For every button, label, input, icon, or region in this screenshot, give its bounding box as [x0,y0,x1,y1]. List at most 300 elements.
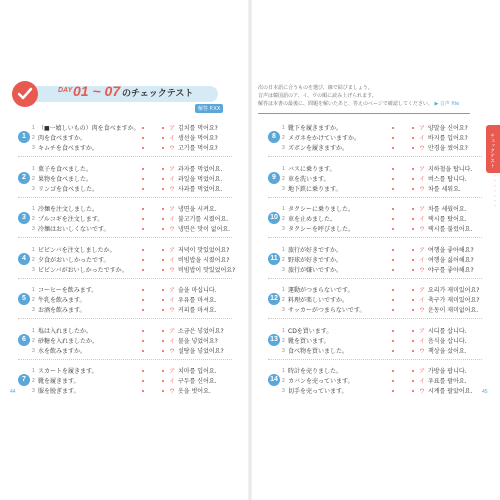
instruction-line: 解答は本書の最後に、問題を解いたあと、答えのページで確認してください。 ▶ 音声 file [258,101,460,107]
answer-row [18,246,232,255]
match-dot-left[interactable] [142,147,144,149]
answer-row [18,225,232,234]
answer-row [268,296,482,305]
japanese-sentence: 肉を食べますか。 [38,135,87,142]
answer-row [18,367,232,376]
question-separator [18,318,232,319]
japanese-sentence: コーヒーを飲みます。 [38,287,98,294]
match-dot-left[interactable] [392,269,394,271]
choice-letter: ウ [169,347,176,355]
match-dot-right[interactable] [412,249,414,251]
row-number: 2 [282,135,285,141]
question-block [268,118,482,158]
question-number: 12 [268,293,280,305]
choice-letter: ウ [419,307,426,314]
match-dot-left[interactable] [142,269,144,271]
choice-letter: ア [419,368,426,375]
side-tab-label: チェックテスト [489,133,495,168]
instruction-line: 次の日本語に合うものを選び、線で結びましょう。 [258,85,373,91]
answer-row [268,327,482,336]
japanese-sentence: 切手を売っています。 [288,388,348,395]
choice-letter: ア [169,165,176,173]
row-number: 2 [32,378,35,384]
answer-row [18,327,232,336]
question-block [18,159,232,199]
choice-letter: ウ [419,145,426,152]
answer-row [18,306,232,315]
question-number: 1 [18,131,30,143]
match-dot-right[interactable] [162,188,164,190]
japanese-sentence: 野球が好きですか。 [288,256,343,264]
row-number: 1 [32,125,35,131]
row-number: 2 [282,175,285,182]
japanese-sentence: タクシーを呼びました。 [288,226,355,233]
match-dot-left[interactable] [142,228,144,230]
korean-sentence: 치마를 입어요. [178,368,217,375]
answer-row [18,296,232,305]
answer-row [18,377,232,386]
answer-row [268,215,482,224]
answer-row [268,205,482,214]
match-dot-left[interactable] [142,137,144,139]
match-dot-left[interactable] [392,218,394,220]
row-number: 2 [32,135,35,141]
row-number: 1 [282,246,285,253]
side-tab [486,125,500,173]
row-number: 1 [32,246,35,253]
answer-row [18,256,232,265]
korean-sentence: 여행을 싫어해요? [428,256,474,264]
korean-sentence: 우유를 마셔요. [178,297,217,304]
answer-row [268,306,482,315]
match-dot-right[interactable] [162,228,164,230]
korean-sentence: 택시를 불렀어요. [428,226,473,233]
row-number: 1 [282,287,285,293]
korean-sentence: 저녁이 맛있었어요? [178,246,230,254]
match-dot-right[interactable] [162,330,164,332]
book-gutter [248,0,252,500]
question-number: 3 [18,212,30,224]
row-number: 3 [282,347,285,354]
answer-row [268,266,482,275]
match-dot-left[interactable] [392,249,394,251]
choice-letter: ア [169,125,176,132]
japanese-sentence: 車を止めました。 [288,216,337,223]
match-dot-right[interactable] [162,350,164,352]
korean-sentence: 운동이 재미없어요. [428,307,479,314]
row-number: 2 [32,337,35,344]
row-number: 1 [282,206,285,212]
match-dot-right[interactable] [162,249,164,251]
match-dot-left[interactable] [392,259,394,261]
answer-tag: 解答 P.XX [195,104,223,113]
match-dot-right[interactable] [412,127,414,129]
choice-letter: ア [419,246,426,254]
question-number: 2 [18,172,30,184]
match-dot-right[interactable] [412,259,414,261]
match-dot-right[interactable] [412,168,414,170]
answer-row [18,144,232,153]
japanese-sentence: タクシーに乗りました。 [288,206,355,213]
row-number: 2 [282,378,285,384]
japanese-sentence: 夕食がおいしかったです。 [38,256,110,264]
korean-sentence: 지하철을 탑니다. [428,165,473,173]
korean-sentence: 시디를 삽니다. [428,327,467,335]
answer-row [268,387,482,396]
row-number: 3 [32,388,35,394]
korean-sentence: 사과를 먹었어요. [178,185,223,193]
question-separator [18,156,232,157]
match-dot-right[interactable] [162,390,164,392]
korean-sentence: 김치를 먹어요? [178,125,218,132]
japanese-sentence: お酒を飲みます。 [38,307,86,314]
korean-sentence: 책상을 샀어요. [428,347,467,355]
choice-letter: イ [169,378,176,385]
row-number: 1 [32,368,35,374]
korean-sentence: 안경을 썼어요? [428,145,468,152]
korean-sentence: 버스를 탑니다. [428,175,467,183]
question-separator [268,197,482,198]
match-dot-right[interactable] [162,259,164,261]
row-number: 2 [282,297,285,303]
match-dot-left[interactable] [142,299,144,301]
match-dot-left[interactable] [142,178,144,180]
question-separator [268,278,482,279]
match-dot-right[interactable] [412,208,414,210]
korean-sentence: 고기를 먹어요? [178,145,218,152]
match-dot-left[interactable] [142,289,144,291]
day-range: 01 ~ 07 [73,83,121,99]
row-number: 1 [282,327,285,334]
audio-link[interactable]: ▶ 音声 file [434,101,460,107]
match-dot-left[interactable] [142,218,144,220]
match-dot-left[interactable] [142,380,144,382]
match-dot-left[interactable] [142,330,144,332]
korean-sentence: 과일을 먹었어요. [178,175,223,183]
match-dot-left[interactable] [142,168,144,170]
row-number: 3 [282,226,285,232]
korean-sentence: 차를 세워요. [428,185,461,193]
korean-sentence: 구두를 신어요. [178,378,217,385]
match-dot-right[interactable] [412,178,414,180]
choice-letter: ア [419,287,426,294]
match-dot-right[interactable] [412,188,414,190]
answer-row [268,134,482,143]
japanese-sentence: サッカーがつまらないです。 [288,307,366,314]
match-dot-right[interactable] [412,228,414,230]
choice-letter: ア [419,165,426,173]
instructions-divider [258,113,470,114]
match-dot-left[interactable] [142,370,144,372]
question-number: 8 [268,131,280,143]
match-dot-left[interactable] [392,137,394,139]
match-dot-left[interactable] [392,147,394,149]
match-dot-left[interactable] [392,208,394,210]
row-number: 1 [32,165,35,172]
row-number: 3 [32,185,35,192]
check-badge-icon [10,79,40,109]
choice-letter: イ [169,175,176,183]
match-dot-left[interactable] [392,178,394,180]
korean-sentence: 축구가 재미있어요? [428,297,480,304]
row-number: 3 [32,226,35,232]
choice-letter: イ [419,378,426,385]
match-dot-left[interactable] [392,168,394,170]
match-dot-right[interactable] [412,299,414,301]
match-dot-left[interactable] [392,289,394,291]
choice-letter: ア [169,368,176,375]
match-dot-left[interactable] [392,350,394,352]
match-dot-left[interactable] [142,350,144,352]
answer-row [268,246,482,255]
day-label: DAY [58,87,73,94]
korean-sentence: 비빔밥이 맛있었어요? [178,266,236,274]
japanese-sentence: 旅行が好きですか。 [288,246,343,254]
korean-sentence: 옷을 벗어요. [178,388,211,395]
match-dot-right[interactable] [162,269,164,271]
choice-letter: イ [419,135,426,142]
question-block [18,321,232,361]
question-block [18,280,232,320]
row-number: 1 [282,368,285,374]
choice-letter: ウ [169,185,176,193]
korean-sentence: 야구를 좋아해요? [428,266,474,274]
question-separator [18,359,232,360]
row-number: 2 [32,175,35,182]
question-block [268,361,482,401]
match-dot-right[interactable] [412,350,414,352]
choice-letter: ウ [419,266,426,274]
choice-letter: イ [169,337,176,345]
instructions [258,84,458,108]
japanese-sentence: 時計を売りました。 [288,368,343,375]
korean-sentence: 과자를 먹었어요. [178,165,223,173]
question-number: 7 [18,374,30,386]
question-block [268,280,482,320]
korean-sentence: 시계를 팔았어요. [428,388,473,395]
question-number: 4 [18,253,30,265]
match-dot-right[interactable] [412,147,414,149]
match-dot-right[interactable] [162,168,164,170]
question-block [18,361,232,401]
match-dot-left[interactable] [142,259,144,261]
row-number: 3 [32,347,35,354]
match-dot-right[interactable] [162,370,164,372]
choice-letter: イ [169,135,176,142]
page-title: のチェックテスト [122,89,194,99]
match-dot-left[interactable] [392,340,394,342]
answer-row [18,215,232,224]
question-separator [18,237,232,238]
row-number: 1 [282,165,285,172]
choice-letter: ウ [419,185,426,193]
choice-letter: ア [169,206,176,213]
match-dot-right[interactable] [412,370,414,372]
question-block [18,118,232,158]
row-number: 2 [282,216,285,222]
japanese-sentence: 牛乳を飲みます。 [38,297,86,304]
match-dot-left[interactable] [142,390,144,392]
match-dot-right[interactable] [412,309,414,311]
japanese-sentence: 料理が楽しいですか。 [288,297,349,304]
choice-letter: イ [419,175,426,183]
choice-letter: ア [169,246,176,254]
answer-row [18,286,232,295]
row-number: 3 [32,307,35,313]
match-dot-right[interactable] [162,218,164,220]
japanese-sentence: カバンを売っています。 [288,378,354,385]
match-dot-right[interactable] [162,309,164,311]
answer-row [268,337,482,346]
korean-sentence: 음식을 삽니다. [428,337,467,345]
japanese-sentence: 果物を食べました。 [38,175,93,183]
match-dot-right[interactable] [412,340,414,342]
row-number: 3 [282,388,285,394]
korean-sentence: 설탕을 넣었어요? [178,347,224,355]
question-number: 10 [268,212,280,224]
row-number: 3 [282,185,285,192]
answer-row [268,124,482,133]
match-dot-right[interactable] [412,330,414,332]
question-block [18,199,232,239]
row-number: 3 [282,266,285,273]
japanese-sentence: ビビンバがおいしかったですか。 [38,266,128,274]
choice-letter: イ [419,297,426,304]
match-dot-left[interactable] [392,370,394,372]
match-dot-right[interactable] [412,218,414,220]
match-dot-left[interactable] [392,330,394,332]
japanese-sentence: 食べ物を買いました。 [288,347,349,355]
choice-letter: ア [169,327,176,335]
row-number: 3 [32,145,35,151]
choice-letter: ウ [169,388,176,395]
answer-row [268,286,482,295]
match-dot-right[interactable] [162,137,164,139]
row-number: 3 [32,266,35,273]
japanese-sentence: 靴を履きます。 [38,378,80,385]
answer-row [268,256,482,265]
instruction-line: 音声は韓国語のア、イ、ウの順に読み上げられます。 [258,93,377,99]
section-header [10,83,230,112]
choice-letter: ア [419,125,426,132]
question-block [268,240,482,280]
match-dot-left[interactable] [392,380,394,382]
japanese-sentence: 砂糖を入れましたか。 [38,337,99,345]
row-number: 2 [282,256,285,263]
japanese-sentence: バスに乗ります。 [288,165,336,173]
row-number: 3 [282,145,285,151]
match-dot-left[interactable] [142,188,144,190]
choice-letter: ウ [419,388,426,395]
match-dot-right[interactable] [162,147,164,149]
answer-row [18,134,232,143]
korean-sentence: 소금은 넣었어요? [178,327,224,335]
match-dot-left[interactable] [392,299,394,301]
japanese-sentence: メガネをかけていますか。 [288,135,361,142]
korean-sentence: 커피를 마셔요. [178,307,217,314]
row-number: 1 [32,287,35,293]
question-number: 6 [18,334,30,346]
choice-letter: ウ [169,145,176,152]
choice-letter: ア [169,287,176,294]
korean-sentence: 차를 세웠어요. [428,206,467,213]
match-dot-right[interactable] [162,380,164,382]
answer-row [268,175,482,184]
answer-row [18,175,232,184]
answer-row [18,124,232,133]
choice-letter: ウ [419,226,426,233]
korean-sentence: 냉면은 맛이 없어요. [178,226,231,233]
match-dot-left[interactable] [392,127,394,129]
match-dot-right[interactable] [162,208,164,210]
match-dot-left[interactable] [392,309,394,311]
row-number: 1 [32,206,35,212]
japanese-sentence: キムチを食べますか。 [38,145,98,152]
choice-letter: イ [419,256,426,264]
answer-row [268,185,482,194]
match-dot-left[interactable] [392,188,394,190]
match-dot-left[interactable] [142,340,144,342]
answer-row [268,144,482,153]
choice-letter: イ [169,216,176,223]
match-dot-right[interactable] [412,380,414,382]
side-dots: ・・・・・・・ [493,174,498,209]
japanese-sentence: （■一嬉しいもの）肉を食べますか。 [38,125,140,132]
question-number: 9 [268,172,280,184]
choice-letter: ウ [169,226,176,233]
match-dot-left[interactable] [142,127,144,129]
match-dot-right[interactable] [162,340,164,342]
match-dot-left[interactable] [142,208,144,210]
match-dot-right[interactable] [162,127,164,129]
choice-letter: イ [169,256,176,264]
match-dot-right[interactable] [412,390,414,392]
question-block [18,240,236,280]
match-dot-right[interactable] [412,137,414,139]
answer-row [268,225,482,234]
question-separator [268,359,482,360]
match-dot-left[interactable] [392,228,394,230]
match-dot-left[interactable] [142,309,144,311]
korean-sentence: 바지를 입어요? [428,135,468,142]
answer-row [18,347,232,356]
question-number: 14 [268,374,280,386]
japanese-sentence: 水を飲みますか。 [38,347,87,355]
match-dot-right[interactable] [162,289,164,291]
japanese-sentence: 塩は入れましたか。 [38,327,93,335]
match-dot-right[interactable] [162,178,164,180]
match-dot-left[interactable] [142,249,144,251]
answer-row [268,165,482,174]
question-number: 5 [18,293,30,305]
match-dot-right[interactable] [162,299,164,301]
choice-letter: ア [419,327,426,335]
row-number: 2 [282,337,285,344]
match-dot-right[interactable] [412,289,414,291]
question-separator [268,237,482,238]
answer-row [18,185,232,194]
match-dot-right[interactable] [412,269,414,271]
match-dot-left[interactable] [392,390,394,392]
row-number: 1 [282,125,285,131]
choice-letter: イ [169,297,176,304]
korean-sentence: 물을 넣었어요? [178,337,218,345]
korean-sentence: 여행을 좋아해요? [428,246,474,254]
korean-sentence: 술을 마십니다. [178,287,217,294]
korean-sentence: 양말을 신어요? [428,125,468,132]
japanese-sentence: スカートを履きます。 [38,368,98,375]
question-block [268,321,482,361]
